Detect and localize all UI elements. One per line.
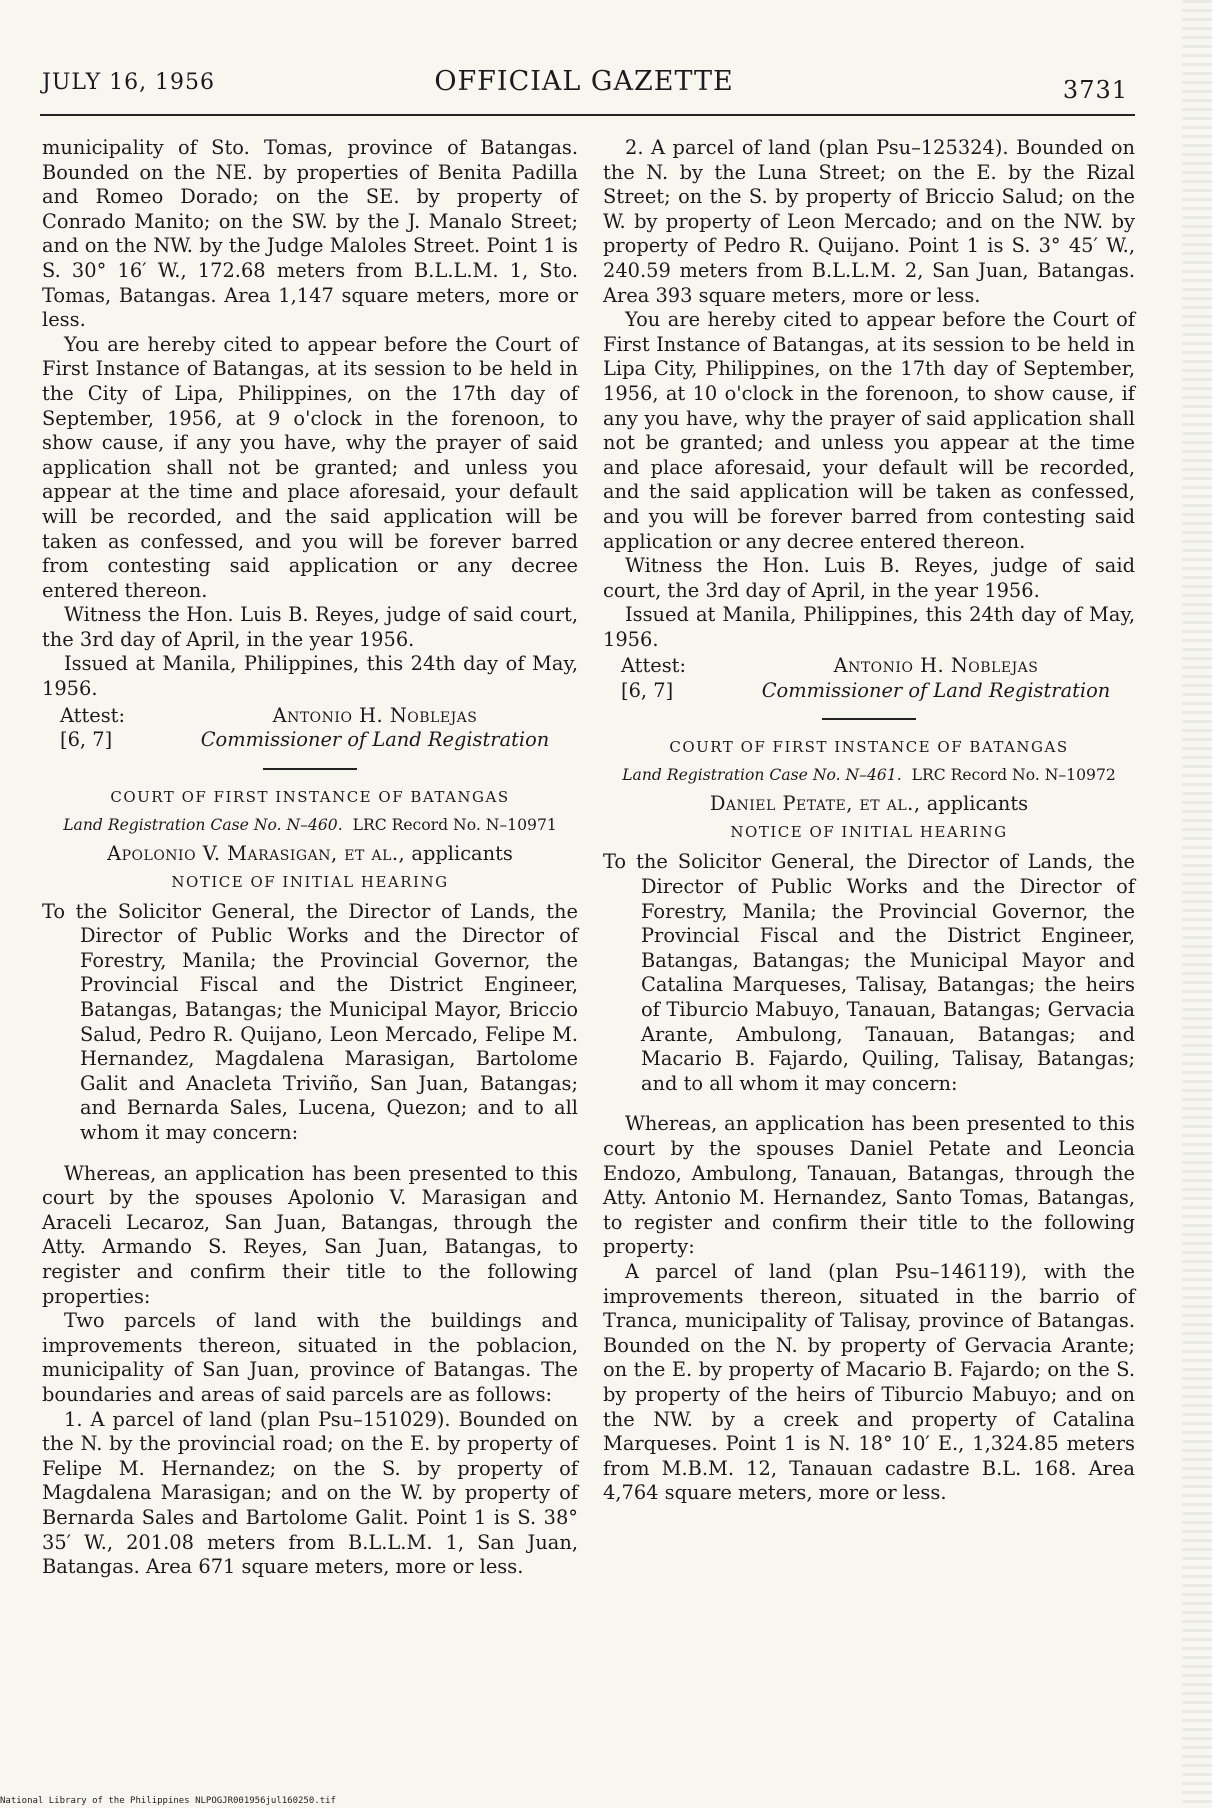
attest-reference: [6, 7]: [60, 728, 113, 752]
commissioner-name: Antonio H. Noblejas: [272, 703, 478, 727]
attest-label: Attest:: [60, 703, 125, 727]
commissioner-title: Commissioner of Land Registration: [761, 679, 1111, 703]
boundary-paragraph: municipality of Sto. Tomas, province of Batangas. Bounded on the NE. by properties of Benita Padilla and Romeo Dorado; on the SE. by property of Conrado Manito; on the SW. by the J. Manalo Street; and on the NW. by the Judge Maloles Street. Point 1 is S. 30° 16′ W., 172.68 meters from B.L.L.M. 1, Sto. Tomas, Batangas. Area 1,147 square meters, more or less.: [42, 136, 578, 332]
whereas-paragraph: Whereas, an application has been presented to this court by the spouses Daniel Petate and Leoncia Endozo, Ambulong, Tanauan, Batangas, through the Atty. Antonio M. Hernandez, Santo Tomas, Batangas, to register and confirm their title to the following property:: [603, 1112, 1135, 1259]
citation-paragraph: You are hereby cited to appear before the Court of First Instance of Batangas, at its session to be held in Lipa City, Philippines, on the 17th day of September, 1956, at 10 o'clock in the forenoon, to show cause, if any you have, why the prayer of said application shall not be granted; and unless you appear at the time and place aforesaid, your default will be recorded, and the said application will be taken as confessed, and you will be forever barred from contesting said application or any decree entered thereon.: [603, 308, 1135, 553]
applicant-name: Daniel Petate, et al.,: [709, 792, 921, 816]
commissioner-name: Antonio H. Noblejas: [833, 654, 1039, 678]
attest-label: Attest:: [621, 654, 686, 678]
applicants-line: [603, 792, 1135, 815]
lrc-record: LRC Record No. N–10972: [911, 766, 1116, 785]
page-number: 3731: [1062, 76, 1128, 104]
header-rule: [40, 114, 1135, 116]
whereas-paragraph: Whereas, an application has been presented to this court by the spouses Apolonio V. Marasigan and Araceli Lecaroz, San Juan, Batangas, through the Atty. Armando S. Reyes, San Juan, Batangas, to register and confirm their title to the following properties:: [42, 1161, 578, 1308]
header-date: JULY 16, 1956: [42, 70, 216, 95]
case-label: Land Registration Case No. N–461.: [622, 766, 902, 785]
notice-title: NOTICE OF INITIAL HEARING: [730, 823, 1008, 842]
court-heading: COURT OF FIRST INSTANCE OF BATANGAS: [669, 738, 1069, 757]
addressees-paragraph: To the Solicitor General, the Director of Lands, the Director of Public Works and the Director of Forestry, Manila; the Provincial Governor, the Provincial Fiscal and the District Engineer, Batangas, Batangas; the Municipal Mayor, Briccio Salud, Pedro R. Quijano, Leon Mercado, Felipe M. Hernandez, Magdalena Marasigan, Bartolome Galit and Anacleta Triviño, San Juan, Batangas; and Bernarda Sales, Lucena, Quezon; and to all whom it may concern:: [42, 899, 578, 1144]
page-header: [40, 66, 1128, 106]
lrc-record: LRC Record No. N–10971: [352, 815, 557, 834]
court-heading: COURT OF FIRST INSTANCE OF BATANGAS: [110, 787, 510, 806]
notice-title: NOTICE OF INITIAL HEARING: [171, 872, 449, 891]
case-label: Land Registration Case No. N–460.: [63, 815, 343, 834]
applicants-line: [42, 842, 578, 865]
left-column: [42, 136, 578, 1580]
parcel-one-paragraph: 1. A parcel of land (plan Psu–151029). Bounded on the N. by the provincial road; on the E. by property of Felipe M. Hernandez; on the S. by property of Magdalena Marasigan; and on the W. by property of Bernarda Sales and Bartolome Galit. Point 1 is S. 38° 35′ W., 201.08 meters from B.L.L.M. 1, San Juan, Batangas. Area 671 square meters, more or less.: [42, 1407, 578, 1579]
parcels-intro-paragraph: Two parcels of land with the buildings and improvements thereon, situated in the poblacion, municipality of San Juan, province of Batangas. The boundaries and areas of said parcels are as follows:: [42, 1309, 578, 1406]
witness-paragraph: Witness the Hon. Luis B. Reyes, judge of said court, the 3rd day of April, in the year 1956.: [603, 554, 1135, 602]
witness-paragraph: Witness the Hon. Luis B. Reyes, judge of said court, the 3rd day of April, in the year 1956.: [42, 603, 578, 651]
issued-paragraph: Issued at Manila, Philippines, this 24th day of May, 1956.: [42, 652, 578, 701]
case-number-line: [42, 816, 578, 834]
section-divider: [822, 718, 916, 720]
scan-edge: [1182, 0, 1212, 1808]
issued-paragraph: Issued at Manila, Philippines, this 24th day of May, 1956.: [603, 603, 1135, 651]
parcel-two-paragraph: 2. A parcel of land (plan Psu–125324). Bounded on the N. by the Luna Street; on the E. by the Rizal Street; on the S. by property of Briccio Salud; on the W. by property of Leon Mercado; and on the NW. by property of Pedro R. Quijano. Point 1 is S. 3° 45′ W., 240.59 meters from B.L.L.M. 2, San Juan, Batangas. Area 393 square meters, more or less.: [603, 136, 1135, 307]
attestation: [603, 654, 1135, 702]
attest-reference: [6, 7]: [621, 679, 674, 703]
right-column: [603, 136, 1135, 1506]
attestation: [42, 704, 578, 752]
applicant-name: Apolonio V. Marasigan, et al.,: [107, 841, 406, 865]
applicant-suffix: applicants: [411, 841, 513, 865]
section-divider: [263, 768, 357, 770]
addressees-paragraph: To the Solicitor General, the Director of Lands, the Director of Public Works and the Director of Forestry, Manila; the Provincial Governor, the Provincial Fiscal and the District Engineer, Batangas, Batangas; the Municipal Mayor and Catalina Marqueses, Talisay, Batangas; the heirs of Tiburcio Mabuyo, Tanauan, Batangas; Gervacia Arante, Ambulong, Tanauan, Batangas; and Macario B. Fajardo, Quiling, Talisay, Batangas; and to all whom it may concern:: [603, 850, 1135, 1095]
parcel-paragraph: A parcel of land (plan Psu–146119), with the improvements thereon, situated in the barrio of Tranca, municipality of Talisay, province of Batangas. Bounded on the N. by property of Gervacia Arante; on the E. by property of Macario B. Fajardo; on the S. by property of the heirs of Tiburcio Mabuyo; and on the NW. by a creek and property of Catalina Marqueses. Point 1 is N. 18° 10′ E., 1,324.85 meters from M.B.M. 12, Tanauan cadastre B.L. 168. Area 4,764 square meters, more or less.: [603, 1259, 1135, 1505]
citation-paragraph: You are hereby cited to appear before the Court of First Instance of Batangas, at its session to be held in the City of Lipa, Philippines, on the 17th day of September, 1956, at 9 o'clock in the forenoon, to show cause, if any you have, why the prayer of said application shall not be granted; and unless you appear at the time and place aforesaid, your default will be recorded, and the said application will be taken as confessed, and you will be forever barred from contesting said application or any decree entered thereon.: [42, 332, 578, 602]
commissioner-title: Commissioner of Land Registration: [200, 728, 550, 752]
case-number-line: [603, 766, 1135, 784]
applicant-suffix: applicants: [926, 792, 1029, 816]
header-title: OFFICIAL GAZETTE: [434, 66, 734, 97]
scan-footer: National Library of the Philippines NLPOGJR001956jul160250.tif: [0, 1796, 336, 1806]
